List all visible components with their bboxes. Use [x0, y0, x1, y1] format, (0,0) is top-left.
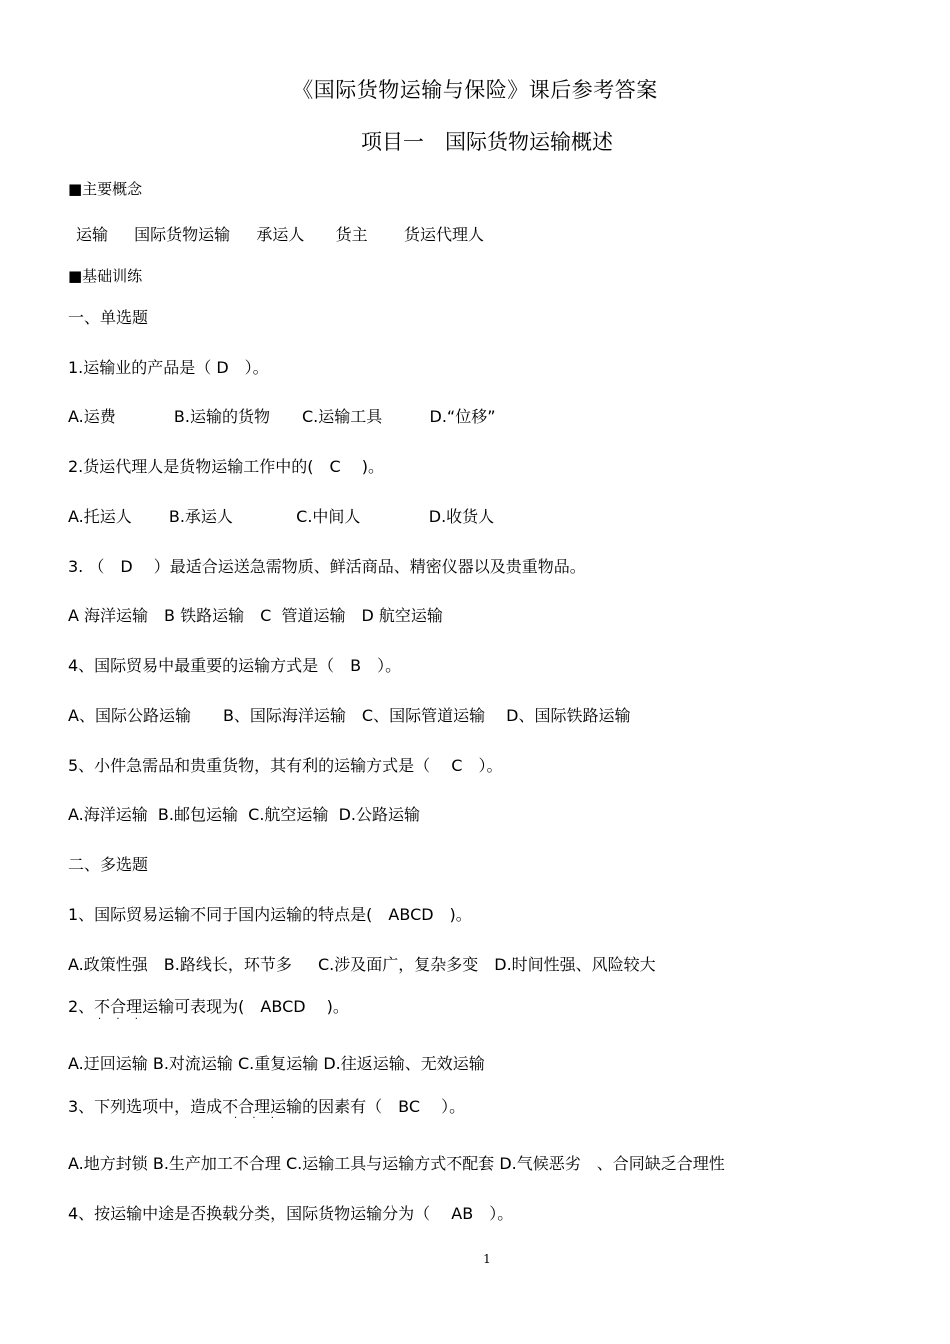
question-1: 1.运输业的产品是（ D ）。	[68, 358, 269, 377]
concepts-heading: ■主要概念	[68, 180, 143, 198]
question-4: 4、国际贸易中最重要的运输方式是（ B ）。	[68, 656, 402, 675]
multi-question-4: 4、按运输中途是否换载分类，国际货物运输分为（ AB ）。	[68, 1204, 514, 1223]
training-heading: ■基础训练	[68, 267, 143, 285]
chapter-subtitle: 项目一 国际货物运输概述	[361, 130, 613, 154]
multi-question-2: 2、不合理运输可表现为( ABCD )。	[68, 997, 349, 1016]
question-3-options: A 海洋运输 B 铁路运输 C 管道运输 D 航空运输	[68, 606, 443, 625]
multi-question-2-options: A.迂回运输 B.对流运输 C.重复运输 D.往返运输、无效运输	[68, 1054, 485, 1073]
question-4-options: A、国际公路运输 B、国际海洋运输 C、国际管道运输 D、国际铁路运输	[68, 706, 631, 725]
question-5-options: A.海洋运输 B.邮包运输 C.航空运输 D.公路运输	[68, 805, 420, 824]
multi-question-3: 3、下列选项中，造成不合理运输的因素有（ BC ）。	[68, 1097, 466, 1116]
question-2: 2.货运代理人是货物运输工作中的( C )。	[68, 457, 385, 476]
question-2-options: A.托运人 B.承运人 C.中间人 D.收货人	[68, 507, 495, 526]
single-choice-heading: 一、单选题	[68, 308, 149, 327]
multi-question-3-options: A.地方封锁 B.生产加工不合理 C.运输工具与运输方式不配套 D.气候恶劣 、合同缺乏合理性	[68, 1154, 725, 1173]
emphasis-dots-2: · · ·	[234, 1113, 280, 1124]
multi-question-1-options: A.政策性强 B.路线长，环节多 C.涉及面广，复杂多变 D.时间性强、风险较大	[68, 955, 656, 974]
multi-question-1: 1、国际贸易运输不同于国内运输的特点是( ABCD )。	[68, 905, 472, 924]
concepts-list: 运输 国际货物运输 承运人 货主 货运代理人	[76, 225, 484, 244]
emphasis-dots-1: · · ·	[98, 1014, 144, 1025]
question-1-options: A.运费 B.运输的货物 C.运输工具 D.“位移”	[68, 407, 496, 426]
page-number: 1	[483, 1252, 491, 1266]
document-title: 《国际货物运输与保险》课后参考答案	[292, 78, 658, 102]
multi-choice-heading: 二、多选题	[68, 855, 149, 874]
question-3: 3. （ D ）最适合运送急需物质、鲜活商品、精密仪器以及贵重物品。	[68, 557, 586, 576]
question-5: 5、小件急需品和贵重货物，其有利的运输方式是（ C ）。	[68, 756, 503, 775]
